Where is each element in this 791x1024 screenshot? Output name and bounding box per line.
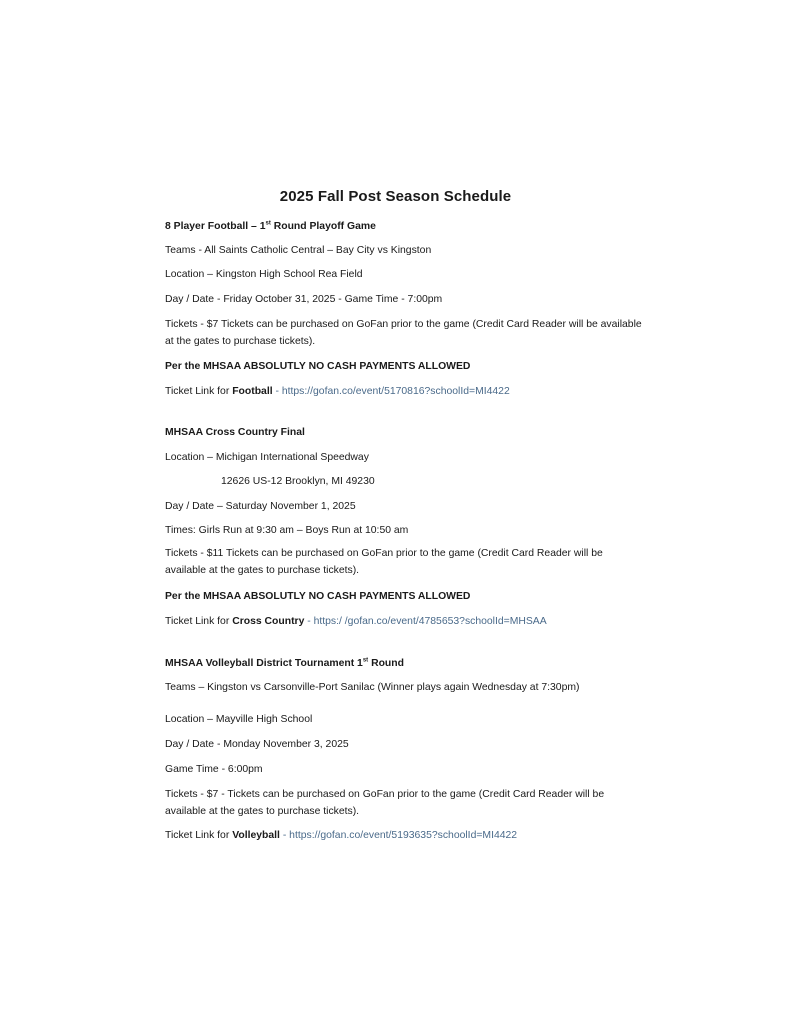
- cross-country-link-prefix: Ticket Link for: [165, 616, 233, 627]
- football-location: Location – Kingston High School Rea Field: [165, 269, 363, 280]
- volleyball-heading-text: MHSAA Volleyball District Tournament 1: [165, 658, 363, 669]
- cross-country-location: Location – Michigan International Speedway: [165, 452, 369, 463]
- cross-country-date: Day / Date – Saturday November 1, 2025: [165, 501, 356, 512]
- volleyball-heading: [165, 655, 404, 672]
- football-ticket-link[interactable]: - https://gofan.co/event/5170816?schoolId=MI4422: [272, 386, 510, 397]
- volleyball-link-prefix: Ticket Link for: [165, 830, 233, 841]
- volleyball-link-sport: Volleyball: [232, 830, 280, 841]
- cross-country-tickets: Tickets - $11 Tickets can be purchased on GoFan prior to the game (Credit Card Reader will be available at the gates to purchase tickets).: [165, 548, 603, 576]
- cross-country-ticket-link[interactable]: - https:/ /gofan.co/event/4785653?schoolId=MHSAA: [304, 616, 547, 627]
- volleyball-date: Day / Date - Monday November 3, 2025: [165, 739, 349, 750]
- cross-country-cash-notice: Per the MHSAA ABSOLUTLY NO CASH PAYMENTS ALLOWED: [165, 591, 471, 602]
- volleyball-heading-sup: st: [362, 657, 369, 664]
- volleyball-game-time: Game Time - 6:00pm: [165, 764, 263, 775]
- football-cash-notice: Per the MHSAA ABSOLUTLY NO CASH PAYMENTS ALLOWED: [165, 361, 471, 372]
- page-title: 2025 Fall Post Season Schedule: [279, 188, 512, 205]
- cross-country-ticket-link-line: [165, 613, 547, 630]
- volleyball-heading-suffix: Round: [368, 658, 404, 669]
- cross-country-address: 12626 US-12 Brooklyn, MI 49230: [221, 476, 375, 487]
- volleyball-ticket-link[interactable]: - https://gofan.co/event/5193635?schoolId=MI4422: [279, 830, 518, 841]
- volleyball-tickets: Tickets - $7 - Tickets can be purchased on GoFan prior to the game (Credit Card Reader will be available at the gates to purchase tickets).: [165, 789, 605, 817]
- volleyball-teams: Teams – Kingston vs Carsonville-Port Sanilac (Winner plays again Wednesday at 7:30pm): [165, 682, 580, 693]
- football-link-sport: Football: [232, 386, 273, 397]
- football-heading-suffix: Round Playoff Game: [270, 221, 376, 232]
- football-tickets: Tickets - $7 Tickets can be purchased on GoFan prior to the game (Credit Card Reader will be available at the gates to purchase tickets).: [165, 319, 642, 347]
- football-date: Day / Date - Friday October 31, 2025 - Game Time - 7:00pm: [165, 294, 443, 305]
- cross-country-times: Times: Girls Run at 9:30 am – Boys Run at 10:50 am: [165, 525, 409, 536]
- football-link-prefix: Ticket Link for: [165, 386, 233, 397]
- volleyball-location: Location – Mayville High School: [165, 714, 313, 725]
- football-teams: Teams - All Saints Catholic Central – Bay City vs Kingston: [165, 245, 432, 256]
- cross-country-link-sport: Cross Country: [232, 616, 305, 627]
- football-heading: [165, 218, 376, 235]
- football-heading-sup: st: [265, 220, 271, 227]
- football-ticket-link-line: [165, 383, 510, 400]
- volleyball-ticket-link-line: [165, 827, 517, 844]
- football-heading-text: 8 Player Football – 1: [165, 221, 266, 232]
- cross-country-heading: MHSAA Cross Country Final: [165, 427, 305, 438]
